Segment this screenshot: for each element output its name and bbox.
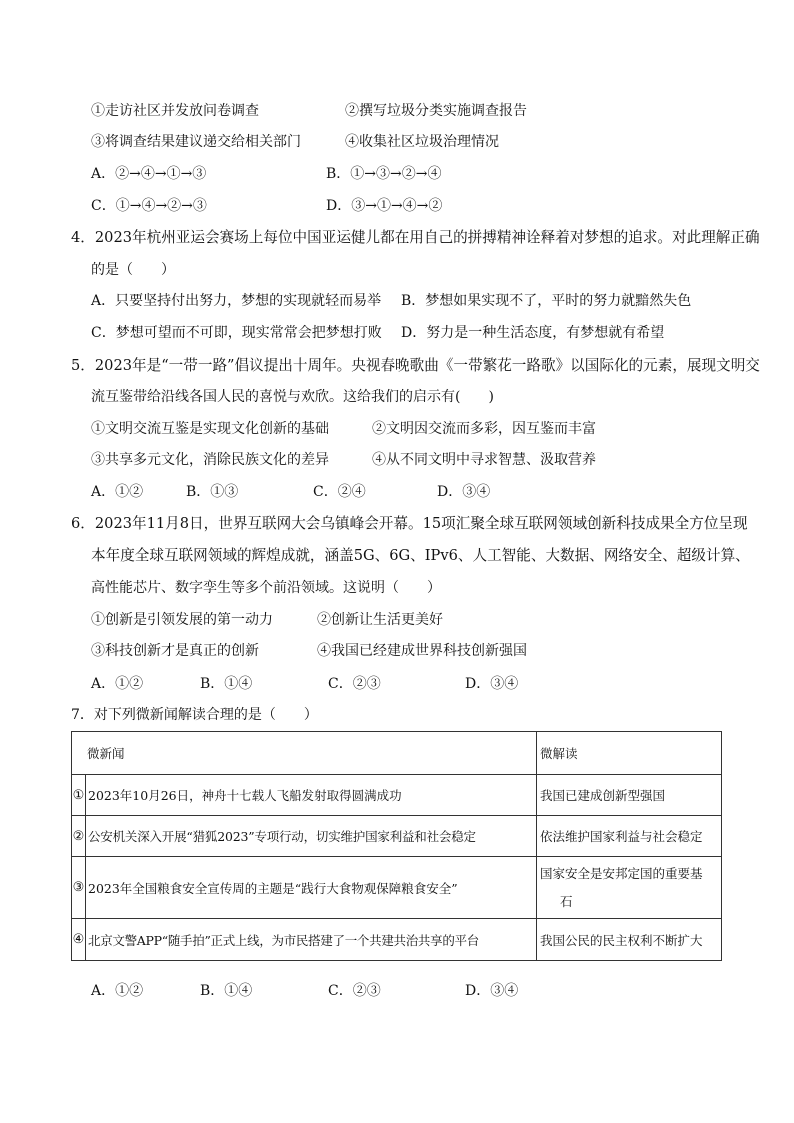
q7-stem: 7．对下列微新闻解读合理的是（ ）	[71, 707, 318, 723]
q5-choice-b[interactable]: B．①③	[186, 484, 239, 500]
q4-stem-line2: 的是（ ）	[91, 262, 175, 278]
q4-choice-c[interactable]: C．梦想可望而不可即，现实常常会把梦想打败	[91, 325, 382, 341]
interpretation-line-1: 国家安全是安邦定国的重要基	[540, 865, 703, 881]
q3-choice-a[interactable]: A．②→④→①→③	[91, 166, 207, 182]
interpretation-cell: 依法维护国家利益与社会稳定	[537, 816, 722, 857]
q5-choice-a[interactable]: A．①②	[91, 484, 144, 500]
news-cell: 公安机关深入开展“猎狐2023”专项行动，切实维护国家利益和社会稳定	[86, 816, 537, 857]
row-number: ④	[72, 919, 86, 961]
micro-news-table	[71, 731, 722, 961]
q7-choice-d[interactable]: D．③④	[465, 983, 519, 999]
news-cell: 2023年10月26日，神舟十七载人飞船发射取得圆满成功	[86, 775, 537, 816]
table-row	[72, 775, 722, 816]
q3-statement-3: ③将调查结果建议递交给相关部门	[91, 134, 301, 150]
q7-choice-b[interactable]: B．①④	[200, 983, 253, 999]
interpretation-cell: 我国公民的民主权利不断扩大	[537, 919, 722, 961]
q5-stem-line2: 流互鉴带给沿线各国人民的喜悦与欢欣。这给我们的启示有( )	[91, 389, 494, 405]
q4-stem-line1: 4．2023年杭州亚运会赛场上每位中国亚运健儿都在用自己的拼搏精神诠释着对梦想的追求。对此理解正确	[71, 229, 760, 246]
table-row	[72, 816, 722, 857]
interpretation-cell	[537, 857, 722, 919]
row-number: ③	[72, 857, 86, 919]
q6-stem-line2: 本年度全球互联网领域的辉煌成就，涵盖5G、6G、IPv6、人工智能、大数据、网络安全、超级计算、	[91, 547, 750, 564]
q3-statement-2: ②撰写垃圾分类实施调查报告	[345, 103, 527, 119]
q5-statement-2: ②文明因交流而多彩，因互鉴而丰富	[372, 421, 596, 437]
table-row	[72, 919, 722, 961]
interpretation-line-2: 石	[560, 893, 573, 909]
q4-choice-a[interactable]: A．只要坚持付出努力，梦想的实现就轻而易举	[91, 293, 382, 309]
q3-choice-d[interactable]: D．③→①→④→②	[326, 198, 443, 214]
header-news: 微新闻	[72, 732, 537, 775]
q5-statement-1: ①文明交流互鉴是实现文化创新的基础	[91, 421, 329, 437]
q5-choice-d[interactable]: D．③④	[437, 484, 491, 500]
q4-choice-b[interactable]: B．梦想如果实现不了，平时的努力就黯然失色	[401, 293, 692, 309]
q6-choice-b[interactable]: B．①④	[200, 676, 253, 692]
row-number: ②	[72, 816, 86, 857]
news-cell: 北京文警APP“随手拍”正式上线，为市民搭建了一个共建共治共享的平台	[86, 919, 537, 961]
table-row	[72, 857, 722, 919]
q6-statement-2: ②创新让生活更美好	[317, 612, 443, 628]
q3-choice-b[interactable]: B．①→③→②→④	[326, 166, 442, 182]
q5-stem-line1: 5．2023年是“一带一路”倡议提出十周年。央视春晚歌曲《一带繁花一路歌》以国际化的元素，展现文明交	[71, 357, 760, 374]
q6-statement-1: ①创新是引领发展的第一动力	[91, 612, 273, 628]
q6-statement-3: ③科技创新才是真正的创新	[91, 643, 259, 659]
header-interpretation: 微解读	[537, 732, 722, 775]
news-cell: 2023年全国粮食安全宣传周的主题是“践行大食物观保障粮食安全”	[86, 857, 537, 919]
q6-stem-line1: 6．2023年11月8日，世界互联网大会乌镇峰会开幕。15项汇聚全球互联网领域创新科技成果全方位呈现	[71, 515, 748, 532]
q4-choice-d[interactable]: D．努力是一种生活态度，有梦想就有希望	[401, 325, 665, 341]
q6-choice-a[interactable]: A．①②	[91, 676, 144, 692]
q7-choice-c[interactable]: C．②③	[328, 983, 381, 999]
q3-choice-c[interactable]: C．①→④→②→③	[91, 198, 207, 214]
q5-statement-3: ③共享多元文化，消除民族文化的差异	[91, 452, 329, 468]
interpretation-cell: 我国已建成创新型强国	[537, 775, 722, 816]
table-header-row	[72, 732, 722, 775]
q3-statement-1: ①走访社区并发放问卷调查	[91, 103, 259, 119]
q3-statement-4: ④收集社区垃圾治理情况	[345, 134, 499, 150]
q6-choice-d[interactable]: D．③④	[465, 676, 519, 692]
q6-statement-4: ④我国已经建成世界科技创新强国	[317, 643, 527, 659]
row-number: ①	[72, 775, 86, 816]
q7-choice-a[interactable]: A．①②	[91, 983, 144, 999]
q6-stem-line3: 高性能芯片、数字孪生等多个前沿领域。这说明（ ）	[91, 580, 441, 596]
q5-choice-c[interactable]: C．②④	[313, 484, 366, 500]
q5-statement-4: ④从不同文明中寻求智慧、汲取营养	[372, 452, 596, 468]
q6-choice-c[interactable]: C．②③	[328, 676, 381, 692]
